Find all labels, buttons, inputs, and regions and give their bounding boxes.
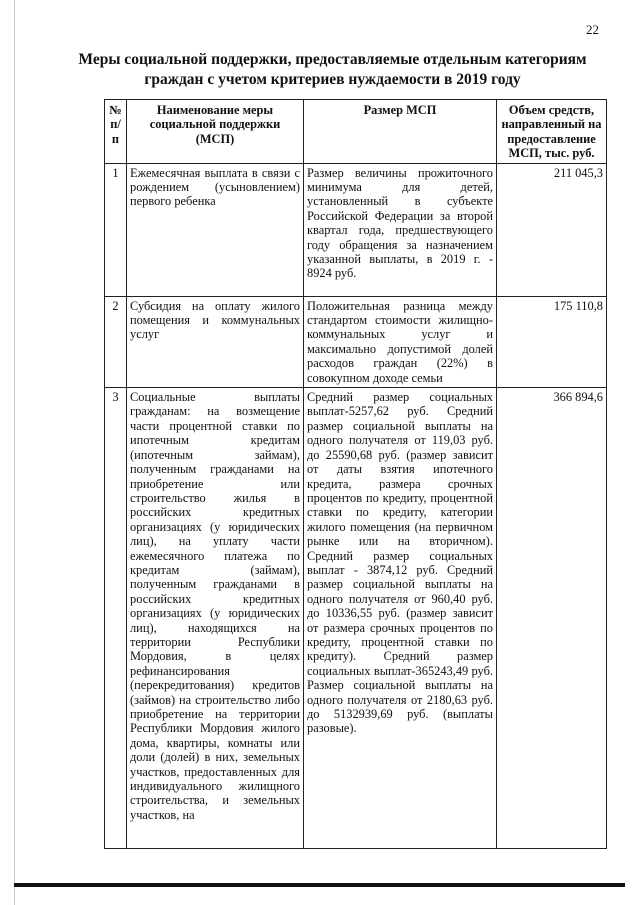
- table-row: [105, 296, 607, 387]
- scan-edge-line: [14, 0, 15, 905]
- row-measure-size: Размер величины прожиточного минимума для детей, установленный в субъекте Российской Федерации за второй квартал года, предшествующего году обращения за назначением указанной выплаты, в 2019 г. - 8924 руб.: [304, 163, 497, 296]
- scan-bottom-border: [14, 883, 625, 887]
- row-measure-name: Ежемесячная выплата в связи с рождением (усыновлением) первого ребенка: [127, 163, 304, 296]
- table-row: [105, 163, 607, 296]
- row-num: 1: [105, 163, 127, 296]
- header-volume: Объем средств, направленный на предоставление МСП, тыс. руб.: [497, 100, 607, 164]
- row-volume: 211 045,3: [497, 163, 607, 296]
- table-header-row: [105, 100, 607, 164]
- row-measure-size: Средний размер социальных выплат-5257,62 руб. Средний размер социальной выплаты на одного получателя от 119,03 руб. до 25590,68 руб. (размер зависит от даты взятия ипотечного кредита, размера срочных процентов по кредиту, процентной ставки по кредиту, категории жилого помещения (на первичном рынке или на вторичном). Средний размер социальных выплат - 3874,12 руб. Средний размер социальной выплаты на одного получателя от 960,40 руб. до 10336,55 руб. (размер зависит от размера срочных процентов по кредиту, процентной ставки по кредиту). Средний размер социальных выплат-365243,49 руб. Размер социальной выплаты на одного получателя от 2180,63 руб. до 5132939,69 руб. (выплаты разовые).: [304, 388, 497, 849]
- header-num: № п/п: [105, 100, 127, 164]
- row-volume: 366 894,6: [497, 388, 607, 849]
- row-volume: 175 110,8: [497, 296, 607, 387]
- row-measure-name: Субсидия на оплату жилого помещения и коммунальных услуг: [127, 296, 304, 387]
- row-num: 2: [105, 296, 127, 387]
- row-num: 3: [105, 388, 127, 849]
- document-title: Меры социальной поддержки, предоставляемые отдельным категориям граждан с учетом критериев нуждаемости в 2019 году: [78, 51, 587, 88]
- header-name: Наименование меры социальной поддержки (МСП): [127, 100, 304, 164]
- row-measure-size: Положительная разница между стандартом стоимости жилищно-коммунальных услуг и максимально допустимой долей расходов граждан (22%) в совокупном доходе семьи: [304, 296, 497, 387]
- table-row: [105, 388, 607, 849]
- row-measure-name: Социальные выплаты гражданам: на возмещение части процентной ставки по ипотечным кредитам (ипотечным займам), полученным гражданами на приобретение или строительство жилья в российских кредитных организациях (у юридических лиц), на уплату части ежемесячного платежа по кредитам (займам), полученным гражданами в российских кредитных организациях (у юридических лиц), находящихся на территории Республики Мордовия, в целях рефинансирования (перекредитования) кредитов (займов) на строительство либо приобретение на территории Республики Мордовия жилого дома, квартиры, комнаты или доли (долей) в них, земельных участков, предоставленных для индивидуального жилищного строительства, и земельных участков, на: [127, 388, 304, 849]
- header-size: Размер МСП: [304, 100, 497, 164]
- page-number: 22: [586, 22, 599, 37]
- social-support-table: [104, 99, 607, 849]
